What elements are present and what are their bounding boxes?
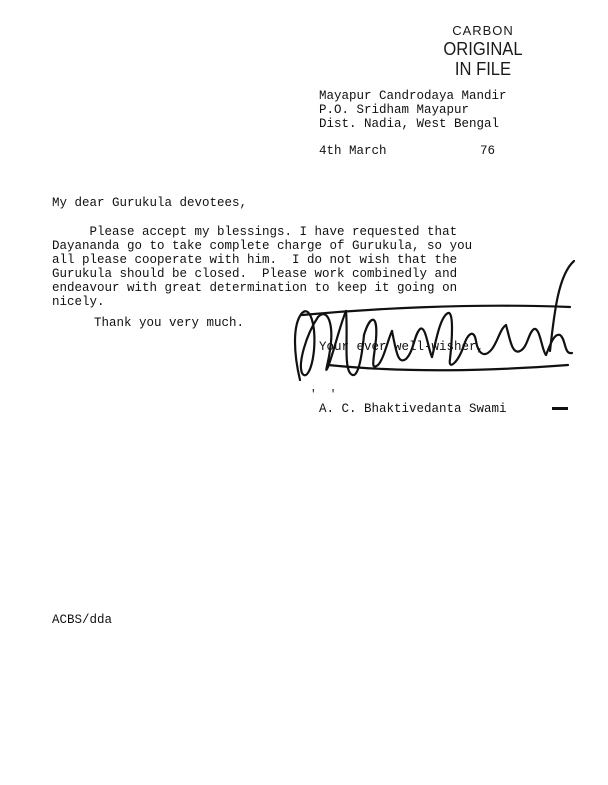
stamp-line-1: CARBON (452, 23, 514, 38)
signature-dash (552, 407, 568, 410)
address-line-1: Mayapur Candrodaya Mandir (319, 89, 507, 103)
closing-line: Your ever well-wisher, (319, 340, 485, 354)
letter-date-year: 76 (480, 144, 496, 158)
address-line-2: P.O. Sridham Mayapur (319, 103, 470, 117)
stamp-line-3: IN FILE (454, 59, 512, 79)
body-line: nicely. (52, 295, 105, 309)
signatory-name: A. C. Bhaktivedanta Swami (319, 402, 507, 416)
address-line-3: Dist. Nadia, West Bengal (319, 117, 500, 131)
body-line: Please accept my blessings. I have requested that (52, 225, 458, 239)
body-line: Gurukula should be closed. Please work combinedly and (52, 267, 458, 281)
stamp-line-2: ORIGINAL (443, 39, 523, 59)
body-line: Dayananda go to take complete charge of Gurukula, so you (52, 239, 473, 253)
carbon-original-stamp (438, 24, 528, 78)
reference-initials: ACBS/dda (52, 613, 113, 627)
letter-date-day: 4th March (319, 144, 387, 158)
signature-marks: ' ' (310, 389, 337, 401)
salutation: My dear Gurukula devotees, (52, 196, 248, 210)
handwritten-signature (288, 255, 580, 395)
sender-address (319, 89, 507, 131)
thanks-line: Thank you very much. (94, 316, 245, 330)
body-line: endeavour with great determination to keep it going on (52, 281, 458, 295)
body-line: all please cooperate with him. I do not wish that the (52, 253, 458, 267)
